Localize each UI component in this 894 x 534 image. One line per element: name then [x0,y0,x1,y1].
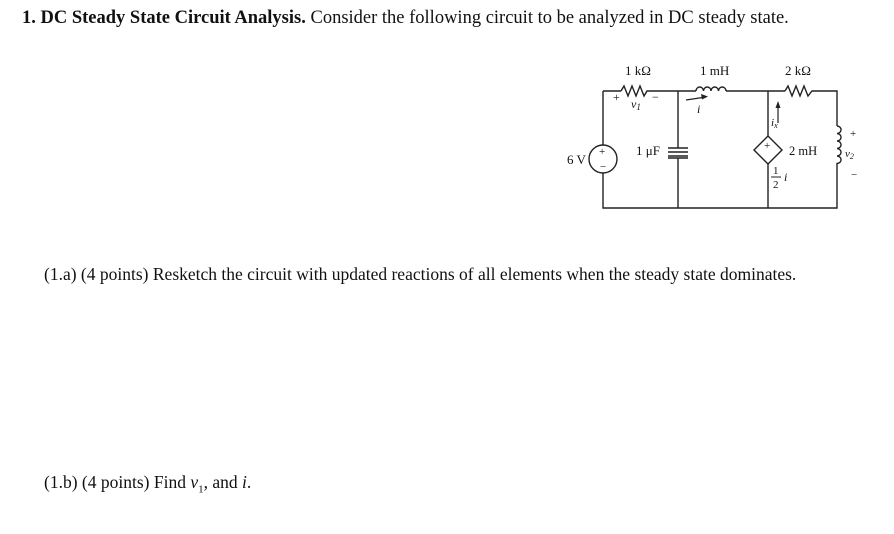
dep-source-var: i [784,170,788,184]
current-ix-label: ix [771,117,778,130]
inductor-2-minus: − [851,169,858,181]
part-a-label: (1.a) (4 points) [44,264,149,284]
voltage-source [589,145,617,173]
question-title: DC Steady State Circuit Analysis. [40,8,306,28]
source-voltage-label: 6 V [567,152,586,167]
question-prompt: Consider the following circuit to be analyzed in DC steady state. [310,8,789,28]
inductor-1 [696,87,726,91]
inductor-2 [837,126,841,182]
current-i-arrow [686,94,708,100]
v1-label: v1 [631,97,641,112]
resistor-1-minus: − [652,90,659,104]
part-b-end: . [246,472,252,492]
source-minus: − [600,161,607,173]
part-b-i: i [242,472,247,492]
inductor-1-label: 1 mH [700,63,730,78]
resistor-1 [621,86,649,96]
capacitor [668,148,688,158]
question-number: 1. [22,8,36,28]
v2-label: v2 [845,148,854,161]
part-b-question [44,472,251,496]
part-b-and: , and [203,472,238,492]
part-b-label: (1.b) (4 points) Find [44,472,186,492]
inductor-2-plus: + [850,128,857,140]
resistor-2-label: 2 kΩ [785,63,811,78]
source-plus: + [599,146,606,158]
resistor-1-label: 1 kΩ [625,63,651,78]
resistor-1-plus: + [613,90,620,104]
dependent-voltage-source [754,136,782,164]
capacitor-label: 1 μF [636,143,660,158]
part-a-text: Resketch the circuit with updated reactions of all elements when the steady state dominates. [152,264,797,284]
resistor-2 [785,86,815,96]
current-ix-arrow [776,101,781,123]
part-b-v1: $v_1$ [190,472,204,496]
dep-source-plus: + [764,140,771,152]
current-i-label: i [697,102,701,116]
inductor-2-label: 2 mH [789,144,818,158]
dep-source-den: 2 [773,179,779,191]
part-a-question [44,264,796,285]
dep-source-num: 1 [773,165,779,177]
